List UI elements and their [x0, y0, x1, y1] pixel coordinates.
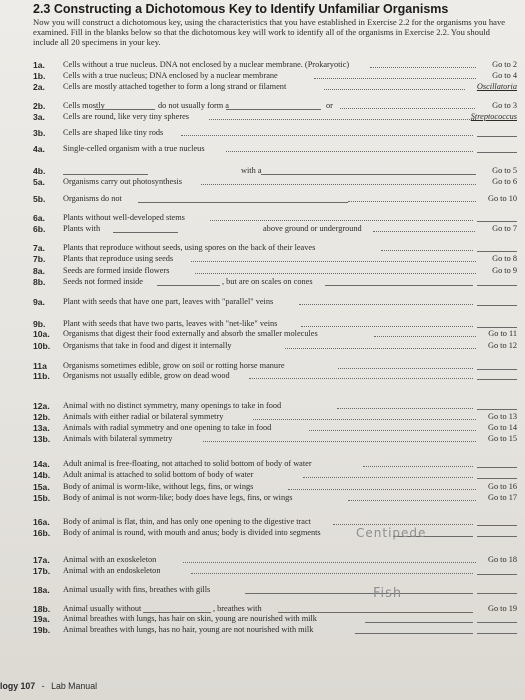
answer-blank[interactable]	[477, 593, 517, 594]
fill-in-blank[interactable]	[157, 285, 220, 286]
dot-leader	[303, 477, 473, 478]
key-step-text: Organisms do not	[63, 194, 122, 203]
key-step-number: 8a.	[33, 266, 45, 276]
dot-leader	[195, 273, 476, 274]
go-to-step: Go to 3	[492, 101, 517, 110]
key-row	[33, 266, 517, 276]
key-step-text: Animal with an exoskeleton	[63, 555, 157, 564]
go-to-step: Go to 2	[492, 60, 517, 69]
key-step-number: 2a.	[33, 82, 45, 92]
key-row	[33, 82, 517, 92]
answer-blank[interactable]	[477, 152, 517, 153]
key-step-number: 3a.	[33, 112, 45, 122]
go-to-step: Go to 11	[488, 329, 517, 338]
key-step-text-continued: , but are on scales on cones	[222, 277, 313, 286]
key-step-number: 17b.	[33, 566, 51, 576]
key-row	[33, 470, 517, 480]
dot-leader	[285, 348, 476, 349]
dot-leader	[340, 108, 475, 109]
key-step-number: 2b.	[33, 101, 46, 111]
footer-text: Lab Manual	[51, 681, 98, 691]
dot-leader	[209, 119, 476, 120]
key-step-number: 5a.	[33, 177, 45, 187]
key-step-number: 5b.	[33, 194, 46, 204]
key-row	[33, 528, 517, 538]
key-step-text-continued: with a	[241, 166, 262, 175]
handwritten-answer-fish: Fish	[373, 586, 403, 601]
key-row	[33, 585, 517, 595]
go-to-step: Go to 7	[492, 224, 517, 233]
answer-blank[interactable]	[477, 369, 517, 370]
key-row	[33, 297, 517, 307]
page-footer	[0, 681, 97, 691]
dot-leader	[299, 304, 473, 305]
handwritten-answer-centipede: Centipede	[356, 526, 427, 540]
key-step-number: 14a.	[33, 459, 50, 469]
dot-leader	[324, 89, 465, 90]
key-step-text: Cells without a true nucleus. DNA not enclosed by a nuclear membrane. (Prokaryotic)	[63, 60, 350, 69]
key-step-number: 1a.	[33, 60, 45, 70]
go-to-step: Go to 16	[487, 482, 517, 491]
key-step-text: Organisms not usually edible, grow on dead wood	[63, 371, 230, 380]
key-row	[33, 614, 517, 624]
answer-blank[interactable]	[477, 633, 517, 634]
key-step-text: Body of animal is round, with mouth and anus; body is divided into segments	[63, 528, 321, 537]
key-step-number: 14b.	[33, 470, 51, 480]
go-to-step: Go to 14	[487, 423, 517, 432]
go-to-step: Go to 18	[487, 555, 517, 564]
key-step-text: Organisms that digest their food externally and absorb the smaller molecules	[63, 329, 318, 338]
key-step-text: Animal usually without	[63, 604, 142, 613]
key-step-number: 6b.	[33, 224, 46, 234]
fill-in-blank[interactable]	[278, 612, 473, 613]
key-step-text: Animals with radial symmetry and one opening to take in food	[63, 423, 272, 432]
key-row	[33, 329, 517, 339]
fill-in-blank[interactable]	[365, 622, 473, 623]
answer-blank[interactable]	[477, 574, 517, 575]
key-step-number: 10a.	[33, 329, 50, 339]
key-row	[33, 101, 517, 111]
answer-blank[interactable]	[477, 305, 517, 306]
fill-in-blank[interactable]	[355, 633, 473, 634]
key-row	[33, 493, 517, 503]
key-step-text: Plants that reproduce without seeds, using spores on the back of their leaves	[63, 243, 316, 252]
dot-leader	[201, 184, 476, 185]
key-step-number: 13a.	[33, 423, 50, 433]
key-step-text: Animal with no distinct symmetry, many openings to take in food	[63, 401, 282, 410]
key-row	[33, 566, 517, 576]
key-row	[33, 412, 517, 422]
key-row	[33, 224, 517, 234]
dot-leader	[301, 326, 473, 327]
key-row	[33, 482, 517, 492]
answer-blank[interactable]	[477, 221, 517, 222]
key-step-number: 6a.	[33, 213, 45, 223]
key-step-text: Animals with bilateral symmetry	[63, 434, 173, 443]
answer-blank[interactable]	[477, 622, 517, 623]
key-row	[33, 177, 517, 187]
key-step-number: 1b.	[33, 71, 46, 81]
dot-leader	[370, 67, 476, 68]
answer-blank[interactable]	[477, 467, 517, 468]
go-to-step: Go to 6	[492, 177, 517, 186]
key-row	[33, 434, 517, 444]
key-step-text: Animals with either radial or bilateral symmetry	[63, 412, 224, 421]
dot-leader	[249, 378, 473, 379]
key-step-text: Body of animal is not worm-like; body does have legs, fins, or wings	[63, 493, 293, 502]
key-step-number: 4b.	[33, 166, 46, 176]
key-step-text: Cells mostly	[63, 101, 105, 110]
key-row	[33, 371, 517, 381]
key-row	[33, 243, 517, 253]
dot-leader	[191, 261, 476, 262]
dot-leader	[348, 201, 476, 202]
footer-page-number: logy 107	[0, 681, 36, 691]
dot-leader	[314, 78, 476, 79]
dot-leader	[288, 489, 476, 490]
answer-blank[interactable]	[477, 327, 517, 328]
fill-in-blank[interactable]	[325, 285, 473, 286]
key-row	[33, 319, 517, 329]
dot-leader	[253, 419, 476, 420]
go-to-step: Go to 17	[487, 493, 517, 502]
key-step-text: Organisms sometimes edible, grow on soil or rotting horse manure	[63, 361, 285, 370]
dot-leader	[181, 135, 473, 136]
dot-leader	[374, 336, 476, 337]
dot-leader	[309, 430, 476, 431]
key-step-text: Seeds not formed inside	[63, 277, 143, 286]
key-row	[33, 144, 517, 154]
key-step-number: 11b.	[33, 371, 50, 381]
answer-blank[interactable]	[477, 409, 517, 410]
key-step-text-continued: do not usually form a	[158, 101, 229, 110]
fill-in-blank[interactable]	[261, 174, 476, 175]
key-step-number: 18a.	[33, 585, 50, 595]
key-row	[33, 459, 517, 469]
key-step-text: Plant with seeds that have one part, leaves with "parallel" veins	[63, 297, 274, 306]
key-step-text: Adult animal is attached to solid bottom of body of water	[63, 470, 254, 479]
footer-separator: -	[41, 681, 45, 691]
fill-in-blank[interactable]	[63, 174, 148, 175]
answer-blank[interactable]	[477, 525, 517, 526]
key-step-text: Plants with	[63, 224, 101, 233]
fill-in-blank[interactable]	[245, 593, 473, 594]
dot-leader	[373, 231, 475, 232]
key-row	[33, 401, 517, 411]
key-step-number: 17a.	[33, 555, 50, 565]
fill-in-blank[interactable]	[113, 232, 178, 233]
answer-blank[interactable]	[477, 379, 517, 380]
dot-leader	[338, 368, 473, 369]
go-to-step: Go to 5	[492, 166, 517, 175]
key-step-number: 11a	[33, 361, 47, 371]
key-step-text: Animal usually with fins, breathes with gills	[63, 585, 211, 594]
key-step-number: 7a.	[33, 243, 45, 253]
organism-answer: Streptococcus	[470, 112, 517, 121]
go-to-step: Go to 12	[487, 341, 517, 350]
key-step-text: Organisms that take in food and digest it internally	[63, 341, 232, 350]
key-step-text: Cells with a true nucleus; DNA enclosed by a nuclear membrane	[63, 71, 278, 80]
key-step-number: 13b.	[33, 434, 51, 444]
key-step-number: 9a.	[33, 297, 45, 307]
key-step-text: Plants that reproduce using seeds	[63, 254, 174, 263]
key-step-text: Cells are shaped like tiny rods	[63, 128, 164, 137]
go-to-step: Go to 10	[487, 194, 517, 203]
key-step-text: Seeds are formed inside flowers	[63, 266, 170, 275]
key-row	[33, 128, 517, 138]
key-row	[33, 604, 517, 614]
key-row	[33, 71, 517, 81]
dot-leader	[210, 220, 473, 221]
key-step-number: 15b.	[33, 493, 51, 503]
key-step-text: Body of animal is flat, thin, and has only one opening to the digestive tract	[63, 517, 311, 526]
intro-paragraph: Now you will construct a dichotomous key, using the characteristics that you have established in Exercise 2.2 for the organisms you have examined. Fill in the blanks below so that the dichotomous key will work to identify all of the organisms in Exercise 2.2. You should include all 20 specimens in your key.	[33, 17, 506, 48]
answer-blank[interactable]	[477, 285, 517, 286]
dot-leader	[203, 441, 476, 442]
answer-blank[interactable]	[477, 251, 517, 252]
fill-in-blank[interactable]	[138, 202, 348, 203]
answer-blank[interactable]	[477, 536, 517, 537]
key-step-number: 3b.	[33, 128, 46, 138]
or-label: or	[326, 101, 333, 110]
key-step-text: Body of animal is worm-like, without legs, fins, or wings	[63, 482, 254, 491]
key-step-text: Plant with seeds that have two parts, leaves with "net-like" veins	[63, 319, 278, 328]
dot-leader	[381, 250, 473, 251]
dot-leader	[363, 466, 473, 467]
key-row	[33, 194, 517, 204]
key-step-text: Cells are round, like very tiny spheres	[63, 112, 190, 121]
key-step-number: 9b.	[33, 319, 46, 329]
dot-leader	[183, 562, 476, 563]
fill-in-blank[interactable]	[95, 109, 155, 110]
key-step-number: 4a.	[33, 144, 45, 154]
answer-blank[interactable]	[477, 136, 517, 137]
key-row	[33, 517, 517, 527]
key-row	[33, 112, 517, 122]
key-step-number: 8b.	[33, 277, 46, 287]
go-to-step: Go to 13	[487, 412, 517, 421]
answer-blank[interactable]	[477, 478, 517, 479]
key-step-text: Cells are mostly attached together to form a long strand or filament	[63, 82, 287, 91]
key-step-text: Animal breathes with lungs, has hair on skin, young are nourished with milk	[63, 614, 317, 623]
organism-answer: Oscillatoria	[476, 82, 517, 91]
dot-leader	[191, 573, 473, 574]
key-step-text: Animal breathes with lungs, has no hair, young are not nourished with milk	[63, 625, 314, 634]
key-step-text-continued: , breathes with	[213, 604, 262, 613]
key-step-number: 7b.	[33, 254, 46, 264]
key-step-number: 15a.	[33, 482, 50, 492]
key-row	[33, 423, 517, 433]
go-to-step: Go to 19	[487, 604, 517, 613]
key-row	[33, 625, 517, 635]
key-step-number: 12a.	[33, 401, 50, 411]
key-row	[33, 213, 517, 223]
key-step-text: Animal with an endoskeleton	[63, 566, 161, 575]
key-step-number: 12b.	[33, 412, 51, 422]
key-step-text: Organisms carry out photosynthesis	[63, 177, 182, 186]
key-step-text-continued: above ground or underground	[263, 224, 362, 233]
go-to-step: Go to 15	[487, 434, 517, 443]
key-step-number: 16b.	[33, 528, 51, 538]
key-step-number: 10b.	[33, 341, 51, 351]
key-step-text: Adult animal is free-floating, not attached to solid bottom of body of water	[63, 459, 312, 468]
fill-in-blank[interactable]	[226, 109, 321, 110]
dot-leader	[333, 524, 473, 525]
key-step-text: Plants without well-developed stems	[63, 213, 185, 222]
key-row	[33, 254, 517, 264]
key-step-number: 19a.	[33, 614, 50, 624]
key-step-number: 16a.	[33, 517, 50, 527]
key-row	[33, 341, 517, 351]
go-to-step: Go to 8	[492, 254, 517, 263]
key-row	[33, 277, 517, 287]
dot-leader	[348, 500, 476, 501]
section-title: 2.3 Constructing a Dichotomous Key to Identify Unfamiliar Organisms	[33, 2, 449, 16]
go-to-step: Go to 4	[492, 71, 517, 80]
key-row	[33, 60, 517, 70]
key-step-text: Single-celled organism with a true nucleus	[63, 144, 205, 153]
go-to-step: Go to 9	[492, 266, 517, 275]
dot-leader	[226, 151, 473, 152]
key-step-number: 19b.	[33, 625, 51, 635]
dot-leader	[337, 408, 473, 409]
key-row	[33, 166, 517, 176]
fill-in-blank[interactable]	[143, 612, 211, 613]
key-step-number: 18b.	[33, 604, 51, 614]
key-row	[33, 361, 517, 371]
key-row	[33, 555, 517, 565]
